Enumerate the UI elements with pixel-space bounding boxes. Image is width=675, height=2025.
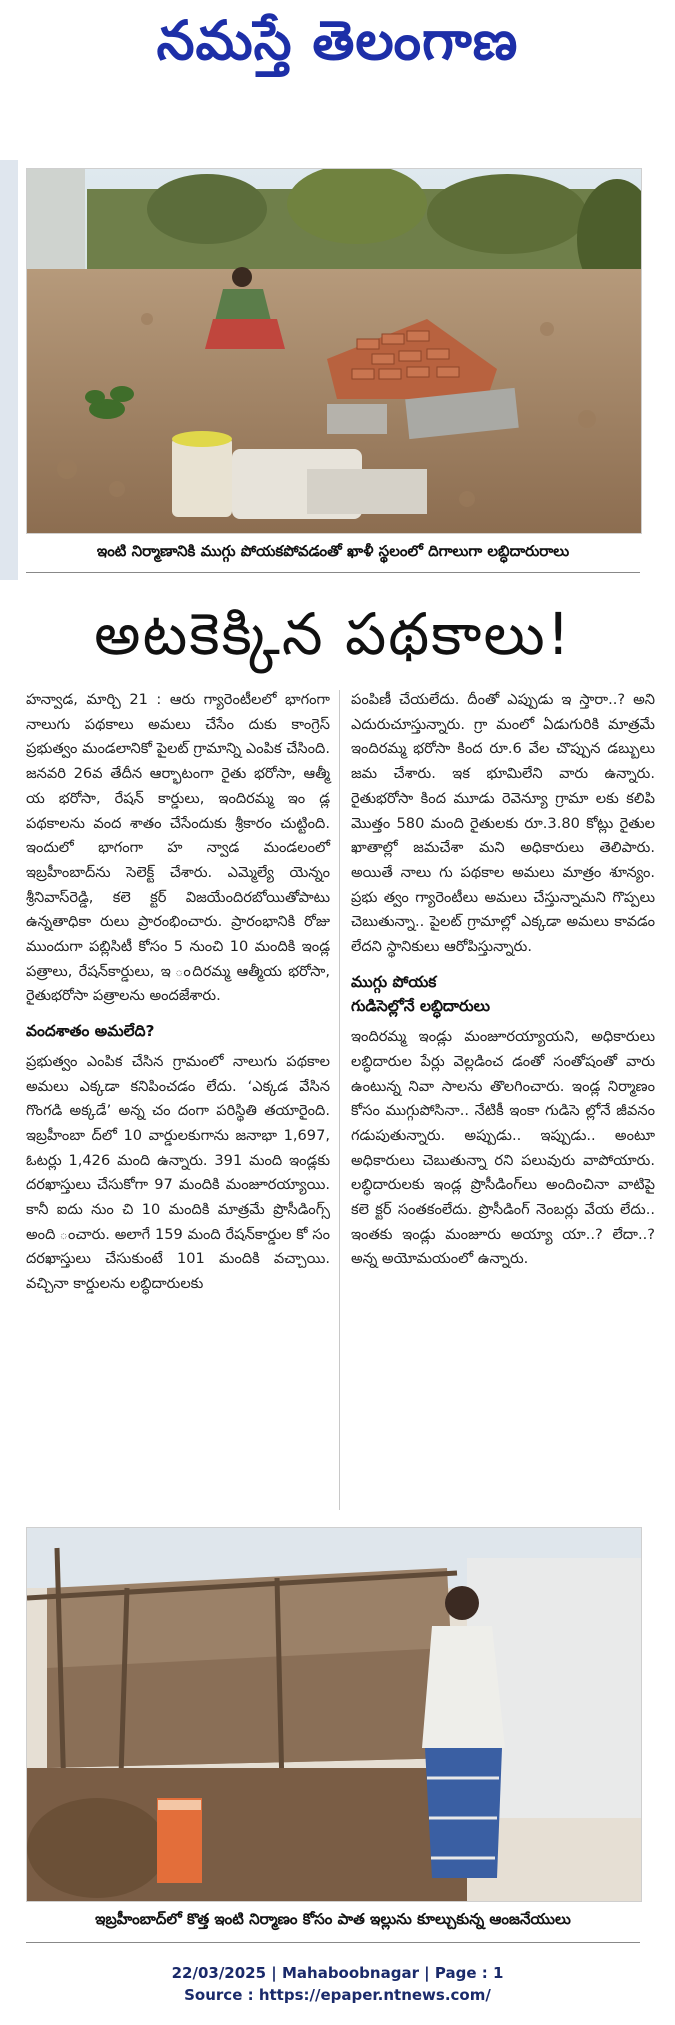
divider [26,1942,640,1943]
masthead [0,0,675,110]
bottom-photo-caption: ఇబ్రహీంబాద్‌లో కొత్త ఇంటి నిర్మాణం కోసం పాత ఇల్లును కూల్చుకున్న ఆంజనేయులు [95,1910,571,1928]
paragraph: ఇందిరమ్మ ఇండ్లు మంజూరయ్యాయని, అధికారులు లబ్ధిదారుల పేర్లు వెల్లడించ డంతో సంతోషంతో వారు ఉంటున్న నివా సాలను తొలగించారు. ఇండ్ల నిర్మాణం కోసం ముగ్గుపోసినా.. నేటికీ ఇంకా గుడిసె ల్లోనే జీవనం గడుపుతున్నారు. అప్పుడు.. ఇప్పుడు.. అంటూ అధికారులు చెబుతున్నా రని పలువురు వాపోయారు. లబ్ధిదారులకు ఇండ్ల ప్రొసీడింగ్‌లు అందించినా వాటిపై కలె క్టర్ సంతకంలేదు. ప్రొసీడింగ్ నెంబర్లు వేయ లేదు.. ఇంతకు ఇండ్లు మంజూరు అయ్యా యా..? లేదా..? అన్న అయోమయంలో ఉన్నారు. [351,1028,655,1268]
article-column-1 [26,688,330,1305]
article-column-2 [351,688,655,1280]
bottom-photo-illustration [27,1528,641,1901]
section-subhead-line-2: గుడిసెల్లోనే లబ్ధిదారులు [351,997,490,1016]
side-accent-bar [0,160,18,580]
footer-source: Source : https://epaper.ntnews.com/ [184,1986,491,2004]
article-headline: అటకెక్కిన పథకాలు! [94,600,572,668]
footer-date-edition: 22/03/2025 | Mahaboobnagar | Page : 1 [171,1964,504,1982]
bottom-photo [26,1527,642,1902]
divider [26,572,640,573]
section-subhead: వందశాతం అమలేది? [26,1022,155,1041]
column-divider [339,690,340,1510]
paragraph: ప్రభుత్వం ఎంపిక చేసిన గ్రామంలో నాలుగు పథకాల అమలు ఎక్కడా కనిపించడం లేదు. ‘ఎక్కడ వేసిన గొంగడి అక్కడే’ అన్న చం దంగా పరిస్థితి తయారైంది. ఇబ్రహీంబా ద్‌లో 10 వార్డులకుగాను జనాభా 1,697, ఓటర్లు 1,426 మంది ఉన్నారు. 391 మంది ఇండ్లకు దరఖాస్తులు చేసుకోగా 97 మందికి మంజూరయ్యాయి. కానీ ఐదు నుం చి 10 మందికి మాత్రమే ప్రొసీడింగ్స్ అంది ంచారు. అలాగే 159 మంది రేషన్‌కార్డుల కో సం దరఖాస్తులు చేసుకుంటే 101 మందికి వచ్చాయి. వచ్చినా కార్డులను లబ్ధిదారులకు [26,1052,330,1293]
top-photo-illustration [27,169,641,533]
newspaper-title: నమస్తే తెలంగాణ [156,9,519,72]
paragraph: హన్వాడ, మార్చి 21 : ఆరు గ్యారెంటీలలో భాగంగా నాలుగు పథకాలు అమలు చేసేం దుకు కాంగ్రెస్ ప్రభుత్వం మండలానికో పైలట్ గ్రామాన్ని ఎంపిక చేసింది. జనవరి 26వ తేదీన ఆర్భాటంగా రైతు భరోసా, ఆత్మీ య భరోసా, రేషన్ కార్డులు, ఇందిరమ్మ ఇం డ్ల పథకాలను వంద శాతం చేసేందుకు శ్రీకారం చుట్టింది. ఇందులో భాగంగా హ న్వాడ మండలంలో ఇబ్రహీంబాద్‌ను సెలెక్ట్ చేశారు. ఎమ్మెల్యే యెన్నం శ్రీనివాస్‌రెడ్డి, కలె క్టర్ విజయేందిరబోయితోపాటు ఉన్నతాధికా రులు ప్రారంభించారు. ప్రారంభానికి రోజు ముందుగా పబ్లిసిటీ కోసం 5 నుంచి 10 మందికి ఇండ్ల పత్రాలు, రేషన్‌కార్డులు, ఇ ందిరమ్మ ఆత్మీయ భరోసా, రైతుభరోసా పత్రాలను అందజేశారు. [26,691,330,1005]
paragraph: పంపిణీ చేయలేదు. దీంతో ఎప్పుడు ఇ స్తారా..? అని ఎదురుచూస్తున్నారు. గ్రా మంలో ఏడుగురికి మాత్రమే ఇందిరమ్మ భరోసా కింద రూ.6 వేల చొప్పున డబ్బులు జమ చేశారు. ఇక భూమిలేని వారు ఉన్నారు. రైతుభరోసా కింద మూడు రెవెన్యూ గ్రామా లకు కలిపి మొత్తం 580 మంది రైతులకు రూ.3.80 కోట్లు రైతుల ఖాతాల్లో జమచేశా మని అధికారులు తెలిపారు. అయితే నాలు గు పథకాల అమలు మాత్రం శూన్యం. ప్రభు త్వం గ్యారెంటీలు అమలు చేస్తున్నామని గొప్పలు చెబుతున్నా.. పైలట్ గ్రామాల్లో ఎక్కడా అమలు కావడం లేదని స్థానికులు ఆరోపిస్తున్నారు. [351,691,655,956]
top-photo-caption: ఇంటి నిర్మాణానికి ముగ్గు పోయకపోవడంతో ఖాళీ స్థలంలో దిగాలుగా లబ్ధిదారురాలు [96,542,570,560]
section-subhead-line-1: ముగ్గు పోయక [351,972,437,991]
top-photo [26,168,642,534]
